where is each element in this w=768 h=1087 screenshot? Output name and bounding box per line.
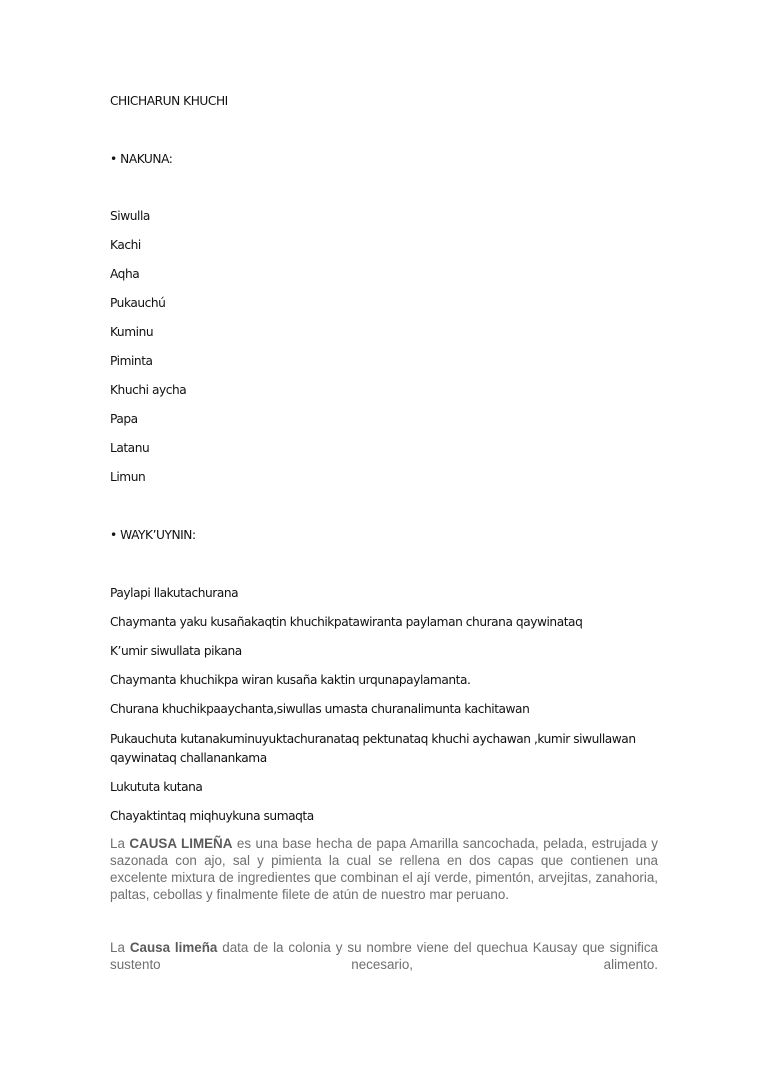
ingredient-item: Kuminu bbox=[110, 325, 154, 339]
ingredient-item: Latanu bbox=[110, 441, 150, 455]
causa-paragraph-1 bbox=[110, 835, 658, 903]
para1-text: es una base hecha de papa Amarilla sancochada, pelada, estrujada y sazonada con ajo, sal y pimienta la cual se rellena en dos capas que contienen una excelente mixtura de ingredientes que combinan el ají verde, pimentón, arvejitas, zanahoria, paltas, cebollas y finalmente filete de atún de nuestro mar peruano. bbox=[110, 836, 658, 902]
step-item: Chaymanta khuchikpa wiran kusaña kaktin urqunapaylamanta. bbox=[110, 673, 471, 687]
step-item: Churana khuchikpaaychanta,siwullas umasta churanalimunta kachitawan bbox=[110, 702, 530, 716]
step-item: Paylapi llakutachurana bbox=[110, 586, 239, 600]
step-item: K’umir siwullata pikana bbox=[110, 644, 242, 658]
steps-heading: • WAYK’UYNIN: bbox=[110, 528, 196, 542]
para2-lead: La bbox=[110, 940, 125, 955]
causa-paragraph-2 bbox=[110, 939, 658, 973]
ingredient-item: Limun bbox=[110, 470, 146, 484]
ingredient-item: Aqha bbox=[110, 267, 140, 281]
ingredient-item: Siwulla bbox=[110, 209, 150, 223]
para2-text: data de la colonia y su nombre viene del quechua Kausay que significa sustento necesario, alimento. bbox=[110, 940, 658, 972]
para1-lead: La bbox=[110, 836, 125, 851]
step-item: Pukauchuta kutanakuminuyuktachuranataq pektunataq khuchi aychawan ,kumir siwullawan bbox=[110, 732, 636, 746]
step-item: Chaymanta yaku kusañakaqtin khuchikpatawiranta paylaman churana qaywinataq bbox=[110, 615, 583, 629]
ingredient-item: Papa bbox=[110, 412, 138, 426]
step-item: Chayaktintaq miqhuykuna sumaqta bbox=[110, 809, 314, 823]
ingredient-item: Kachi bbox=[110, 238, 141, 252]
ingredient-item: Pukauchú bbox=[110, 296, 166, 310]
ingredients-heading: • NAKUNA: bbox=[110, 152, 173, 166]
recipe-title: CHICHARUN KHUCHI bbox=[110, 94, 228, 108]
step-item-continued: qaywinataq challanankama bbox=[110, 751, 267, 765]
ingredient-item: Khuchi aycha bbox=[110, 383, 187, 397]
step-item: Lukututa kutana bbox=[110, 780, 203, 794]
para1-bold-term: CAUSA LIMEÑA bbox=[129, 836, 233, 851]
ingredient-item: Piminta bbox=[110, 354, 153, 368]
para2-bold-term: Causa limeña bbox=[129, 940, 218, 955]
